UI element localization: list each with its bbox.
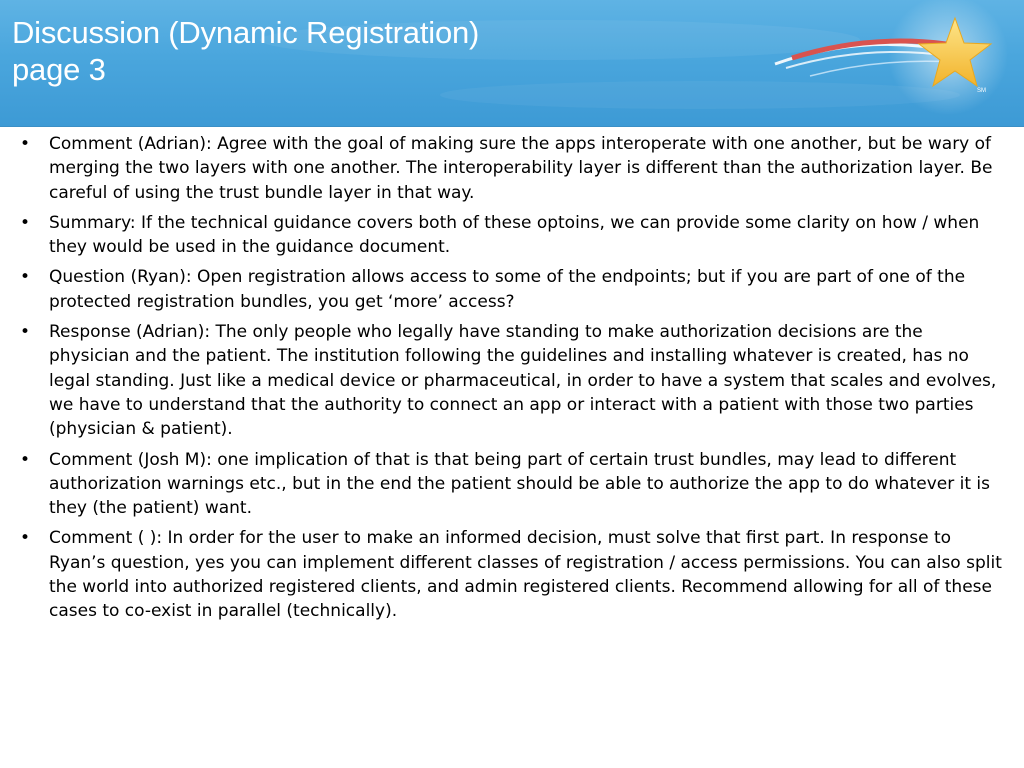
bullet-item [20, 132, 1006, 205]
bullet-item [20, 265, 1006, 314]
bullet-item [20, 448, 1006, 521]
bullet-text: Comment (Adrian): Agree with the goal of making sure the apps interoperate with one another, but be wary of merging the two layers with one another. The interoperability layer is different than the authorization layer. Be careful of using the trust bundle layer in that way. [49, 134, 993, 203]
bullet-text: Response (Adrian): The only people who legally have standing to make authorization decisions are the physician and the patient. The institution following the guidelines and installing whatever is created, has no legal standing. Just like a medical device or pharmaceutical, in order to have a system that scales and evolves, we have to understand that the authority to connect an app or interact with a patient with those two parties (physician & patient). [49, 322, 997, 440]
bullet-text: Comment ( ): In order for the user to make an informed decision, must solve that first part. In response to Ryan’s question, yes you can implement different classes of registration / access permissions. You can also split the world into authorized registered clients, and admin registered clients. Recommend allowing for all of these cases to co-exist in parallel (technically). [49, 528, 1002, 622]
bullet-icon: • [20, 528, 31, 549]
bullet-icon: • [20, 267, 31, 288]
bullet-icon: • [20, 322, 31, 343]
bullet-text: Comment (Josh M): one implication of that is that being part of certain trust bundles, may lead to different authorization warnings etc., but in the end the patient should be able to authorize the app to do whatever it is they (the patient) want. [49, 449, 990, 519]
bullet-item [20, 211, 1006, 260]
slide-header [0, 0, 1024, 127]
slide-body [20, 132, 1006, 630]
bullet-text: Question (Ryan): Open registration allows access to some of the endpoints; but if you are part of one of the protected registration bundles, you get ‘more’ access? [49, 267, 966, 312]
slide-title-line-1: Discussion (Dynamic Registration) [12, 15, 480, 50]
slide-title [12, 14, 479, 88]
slide-title-line-2: page 3 [12, 52, 106, 87]
bullet-item [20, 526, 1006, 623]
bullet-icon: • [20, 449, 31, 470]
bullet-text: Summary: If the technical guidance covers both of these optoins, we can provide some clarity on how / when they would be used in the guidance document. [49, 212, 980, 258]
service-mark-label: SM [977, 88, 986, 94]
bullet-list [20, 132, 1006, 624]
bullet-item [20, 320, 1006, 441]
bullet-icon: • [20, 134, 31, 154]
bullet-icon: • [20, 212, 31, 233]
